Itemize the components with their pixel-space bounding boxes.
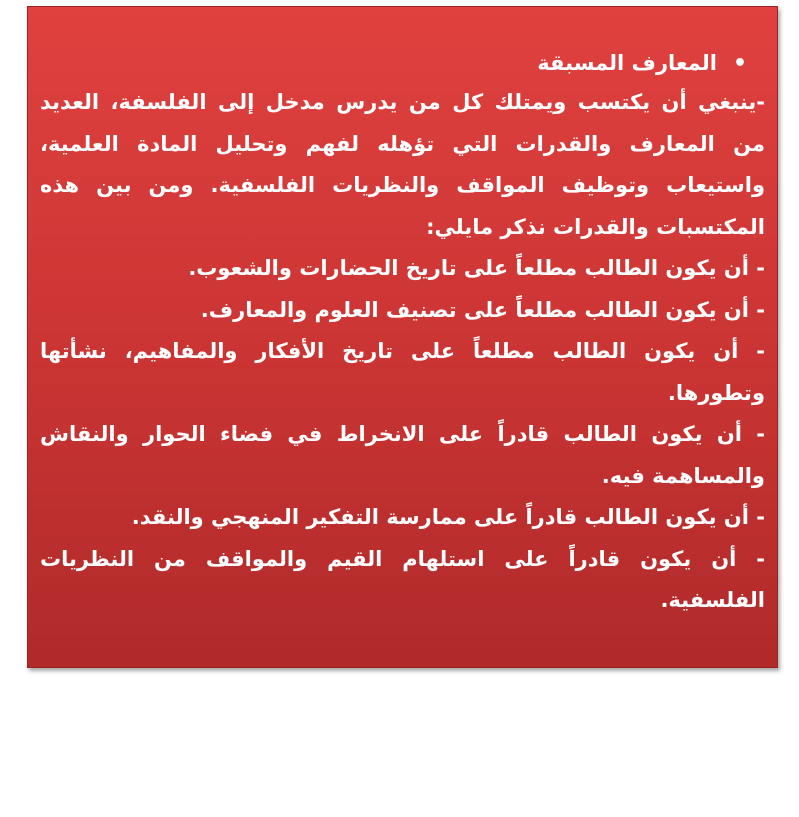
section-heading [40,47,747,80]
list-item-continued: وتطورها. [667,380,765,405]
list-item: - أن يكون الطالب مطلعاً على تصنيف العلوم والمعارف. [200,297,765,322]
content-box [27,6,778,668]
list-item: - أن يكون الطالب مطلعاً على تاريخ الأفكار والمفاهيم، نشأتها [40,339,765,363]
paragraph-line: المكتسبات والقدرات نذكر مايلي: [426,214,765,239]
list-item: - أن يكون الطالب مطلعاً على تاريخ الحضارات والشعوب. [188,256,765,280]
list-item: - أن يكون قادراً على استلهام القيم والمواقف من النظريات [40,546,765,571]
list-item-continued: والمساهمة فيه. [601,463,765,488]
bullet-icon: • [732,51,747,76]
paragraph-line: من المعارف والقدرات التي تؤهله لفهم وتحليل المادة العلمية، [40,131,765,156]
list-item: - أن يكون الطالب قادراً على الانخراط في فضاء الحوار والنقاش [40,422,765,446]
list-item: - أن يكون الطالب قادراً على ممارسة التفكير المنهجي والنقد. [131,505,765,529]
list-item-continued: الفلسفية. [660,588,765,612]
section-title: المعارف المسبقة [537,51,717,75]
paragraph-line: واستيعاب وتوظيف المواقف والنظريات الفلسفية. ومن بين هذه [40,173,765,197]
paragraph-line: -ينبغي أن يكتسب ويمتلك كل من يدرس مدخل إلى الفلسفة، العديد [40,90,765,114]
